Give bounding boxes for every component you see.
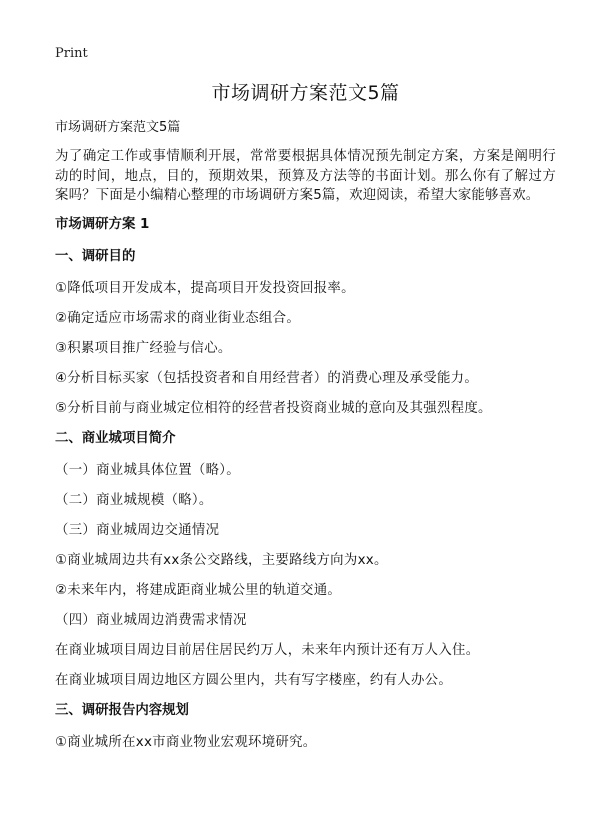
list-item: ①商业城周边共有xx条公交路线，主要路线方向为xx。	[55, 552, 388, 568]
list-item: ③积累项目推广经验与信心。	[55, 340, 232, 356]
list-item: ⑤分析目前与商业城定位相符的经营者投资商业城的意向及其强烈程度。	[55, 400, 492, 416]
list-item: （二）商业城规模（略）。	[55, 492, 213, 508]
print-label: Print	[55, 46, 88, 61]
list-item: 在商业城项目周边地区方圆公里内，共有写字楼座，约有人办公。	[55, 672, 453, 688]
list-item: （一）商业城具体位置（略）。	[55, 462, 240, 478]
list-item: （四）商业城周边消费需求情况	[55, 612, 247, 628]
intro-paragraph: 为了确定工作或事情顺利开展，常常要根据具体情况预先制定方案，方案是阐明行动的时间，地点，目的，预期效果，预算及方法等的书面计划。那么你有了解过方案吗？下面是小编精心整理的市场调研方案5篇，欢迎阅读，希望大家能够喜欢。	[55, 149, 556, 203]
plan-heading: 市场调研方案 1	[55, 216, 150, 232]
list-item: （三）商业城周边交通情况	[55, 522, 220, 538]
document-subtitle: 市场调研方案范文5篇	[55, 120, 181, 135]
list-item: ①商业城所在xx市商业物业宏观环境研究。	[55, 734, 317, 750]
section-heading-3: 三、调研报告内容规划	[55, 702, 189, 718]
list-item: ②确定适应市场需求的商业街业态组合。	[55, 310, 301, 326]
list-item: ④分析目标买家（包括投资者和自用经营者）的消费心理及承受能力。	[55, 370, 479, 386]
list-item: 在商业城项目周边目前居住居民约万人，未来年内预计还有万人入住。	[55, 642, 480, 658]
list-item: ②未来年内，将建成距商业城公里的轨道交通。	[55, 582, 342, 598]
section-heading-1: 一、调研目的	[55, 248, 136, 264]
section-heading-2: 二、商业城项目简介	[55, 430, 176, 446]
document-title: 市场调研方案范文5篇	[211, 82, 400, 104]
list-item: ①降低项目开发成本，提高项目开发投资回报率。	[55, 280, 355, 296]
